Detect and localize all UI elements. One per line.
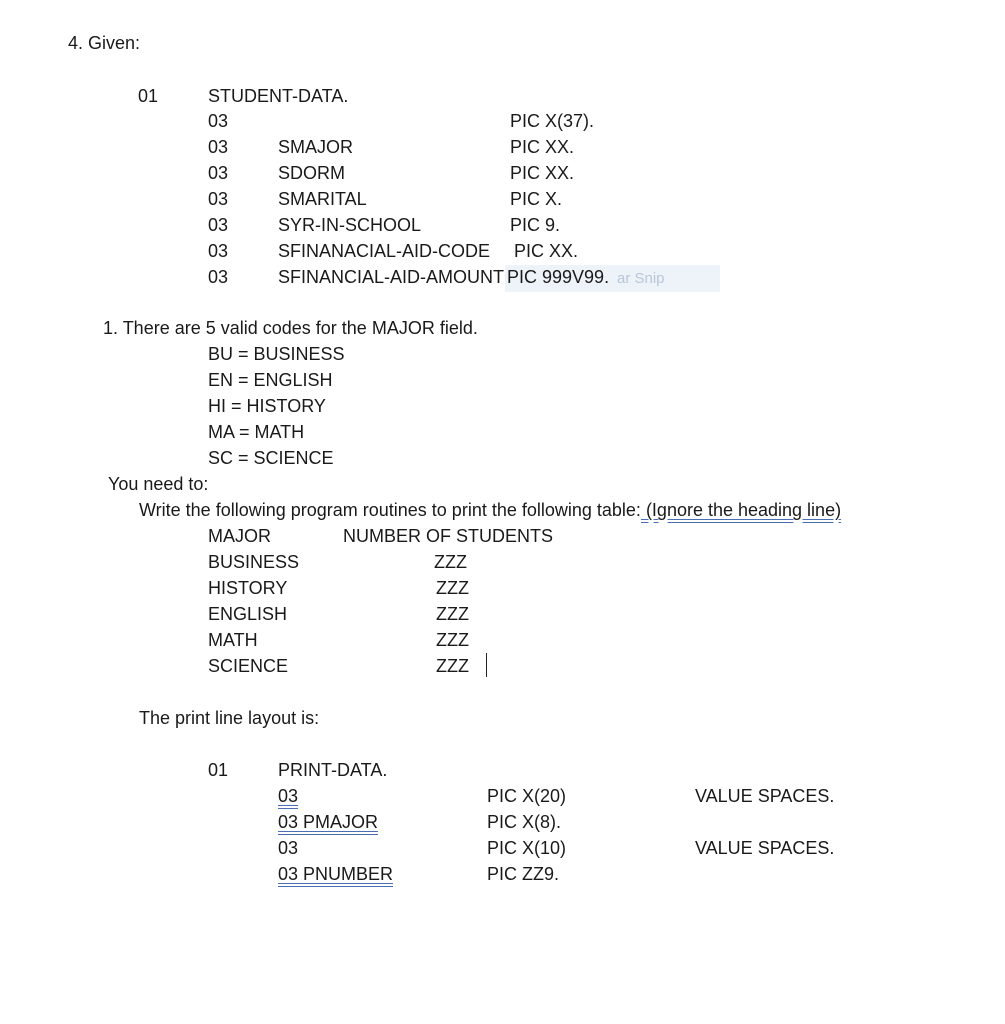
field-level: 03 <box>208 111 229 131</box>
text-cursor <box>486 653 487 677</box>
you-need-label: You need to: <box>108 474 209 494</box>
table-row-major: BUSINESS <box>208 552 300 572</box>
field-level: 03 <box>208 163 229 183</box>
table-row-major: SCIENCE <box>208 656 289 676</box>
table-row-count: ZZZ <box>436 656 469 676</box>
field-pic: PIC XX. <box>510 163 575 183</box>
snip-overlay-label: ar Snip <box>617 270 665 287</box>
field-pic: PIC 9. <box>510 215 561 235</box>
major-code: EN = ENGLISH <box>208 370 333 390</box>
table-header-count: NUMBER OF STUDENTS <box>343 526 554 546</box>
field-name: SFINANACIAL-AID-CODE <box>278 241 491 261</box>
print-field-value: VALUE SPACES. <box>695 838 835 858</box>
field-pic: PIC XX. <box>514 241 579 261</box>
field-name: SDORM <box>278 163 345 183</box>
task-instruction <box>139 499 841 521</box>
table-row-count: ZZZ <box>436 604 469 624</box>
print-field-pic: PIC X(8). <box>487 812 562 832</box>
field-pic: PIC X. <box>510 189 563 209</box>
field-level: 03 <box>208 241 229 261</box>
major-code: HI = HISTORY <box>208 396 326 416</box>
print-field-name: 03 <box>278 786 299 806</box>
table-row-major: MATH <box>208 630 258 650</box>
table-row-count: ZZZ <box>434 552 467 572</box>
field-name: SMAJOR <box>278 137 354 157</box>
student-data-name: STUDENT-DATA. <box>208 86 349 106</box>
print-data-name: PRINT-DATA. <box>278 760 388 780</box>
table-header-major: MAJOR <box>208 526 271 546</box>
student-data-level: 01 <box>138 86 159 106</box>
print-field-value: VALUE SPACES. <box>695 786 835 806</box>
task-write-text: Write the following program routines to print the following table: <box>139 500 641 520</box>
task-ignore-text: (Ignore the heading line) <box>640 500 842 520</box>
major-code: BU = BUSINESS <box>208 344 345 364</box>
major-code: MA = MATH <box>208 422 305 442</box>
table-row-major: HISTORY <box>208 578 288 598</box>
field-name: SFINANCIAL-AID-AMOUNT <box>278 267 505 287</box>
print-field-name: 03 PMAJOR <box>278 812 379 832</box>
question-heading: 4. Given: <box>68 33 141 53</box>
field-pic: PIC 999V99. <box>507 267 610 287</box>
print-data-level: 01 <box>208 760 229 780</box>
item1-text: 1. There are 5 valid codes for the MAJOR field. <box>103 318 478 338</box>
print-field-pic: PIC X(10) <box>487 838 567 858</box>
major-code: SC = SCIENCE <box>208 448 334 468</box>
field-level: 03 <box>208 189 229 209</box>
field-name: SYR-IN-SCHOOL <box>278 215 422 235</box>
table-row-major: ENGLISH <box>208 604 288 624</box>
print-field-pic: PIC X(20) <box>487 786 567 806</box>
field-level: 03 <box>208 215 229 235</box>
field-level: 03 <box>208 137 229 157</box>
field-level: 03 <box>208 267 229 287</box>
print-layout-intro: The print line layout is: <box>139 708 320 728</box>
print-field-name: 03 <box>278 838 299 858</box>
field-pic: PIC XX. <box>510 137 575 157</box>
table-row-count: ZZZ <box>436 630 469 650</box>
table-row-count: ZZZ <box>436 578 469 598</box>
field-name: SMARITAL <box>278 189 367 209</box>
print-field-pic: PIC ZZ9. <box>487 864 560 884</box>
print-field-name: 03 PNUMBER <box>278 864 394 884</box>
field-pic: PIC X(37). <box>510 111 595 131</box>
